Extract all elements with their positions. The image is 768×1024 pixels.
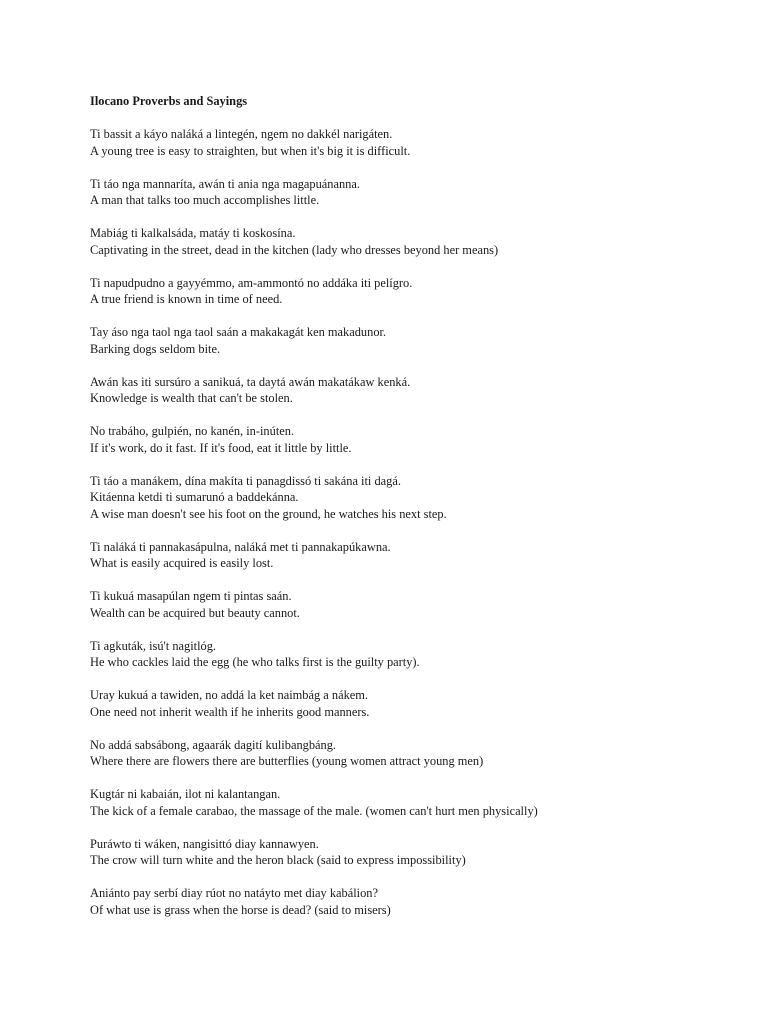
proverb-entry [90,638,730,671]
proverb-ilocano-line: Aniánto pay serbí diay rúot no natáyto met diay kabálion? [90,886,379,900]
proverb-entry [90,374,730,407]
proverb-ilocano-line: Ti táo a manákem, dína makíta ti panagdissó ti sakána iti dagá. [90,473,401,488]
proverb-entry [90,885,730,918]
proverb-ilocano-line: Kugtár ni kabaián, ilot ni kalantangan. [90,787,281,801]
proverb-entry [90,176,730,209]
proverb-ilocano-line: Ti napudpudno a gayyémmo, am-ammontó no addáka iti pelígro. [90,275,413,290]
proverb-entry [90,737,730,770]
proverb-translation: Knowledge is wealth that can't be stolen. [90,391,293,405]
proverb-entry [90,687,730,720]
proverb-ilocano-line: Mabiág ti kalkalsáda, matáy ti koskosína. [90,226,296,240]
proverb-entry [90,126,730,159]
proverb-translation: A man that talks too much accomplishes little. [90,193,320,207]
proverb-entry [90,539,730,572]
proverb-translation: Of what use is grass when the horse is dead? (said to misers) [90,902,391,917]
proverb-entry [90,423,730,456]
proverb-translation: One need not inherit wealth if he inherits good manners. [90,704,370,719]
proverb-ilocano-line: Ti agkuták, isú't nagitlóg. [90,638,217,653]
proverb-entry [90,275,730,308]
proverb-entry [90,786,730,819]
proverb-ilocano-line: No addá sabsábong, agaarák dagití kulibangbáng. [90,737,337,752]
proverb-translation: The crow will turn white and the heron black (said to express impossibility) [90,853,466,867]
proverb-translation: A true friend is known in time of need. [90,292,283,306]
proverb-ilocano-line: Ti táo nga mannaríta, awán ti ania nga magapuánanna. [90,176,360,191]
proverb-ilocano-line: Ti naláká ti pannakasápulna, naláká met ti pannakapúkawna. [90,539,391,554]
proverb-translation: A young tree is easy to straighten, but when it's big it is difficult. [90,143,411,158]
proverb-ilocano-line: No trabáho, gulpién, no kanén, in-inúten. [90,424,295,438]
proverb-translation: Captivating in the street, dead in the kitchen (lady who dresses beyond her means) [90,242,499,257]
proverb-ilocano-line: Ti kukuá masapúlan ngem ti pintas saán. [90,589,292,603]
proverb-entry [90,225,730,258]
proverb-ilocano-line: Uray kukuá a tawiden, no addá la ket naimbág a nákem. [90,688,368,702]
proverb-ilocano-line: Kitáenna ketdi ti sumarunó a baddekánna. [90,490,299,504]
proverb-ilocano-line: Tay áso nga taol nga taol saán a makakagát ken makadunor. [90,325,387,339]
proverb-entry [90,324,730,357]
proverb-translation: Barking dogs seldom bite. [90,341,221,356]
proverb-entry [90,836,730,869]
proverb-translation: He who cackles laid the egg (he who talks first is the guilty party). [90,655,420,669]
proverb-translation: The kick of a female carabao, the massage of the male. (women can't hurt men physically) [90,803,538,818]
proverb-ilocano-line: Awán kas iti sursúro a sanikuá, ta daytá awán makatákaw kenká. [90,374,411,389]
proverb-translation: If it's work, do it fast. If it's food, eat it little by little. [90,440,352,455]
proverb-translation: What is easily acquired is easily lost. [90,556,274,570]
proverb-ilocano-line: Puráwto ti wáken, nangisittó diay kannawyen. [90,836,319,851]
proverb-translation: Wealth can be acquired but beauty cannot. [90,605,300,620]
document-title: Ilocano Proverbs and Sayings [90,94,248,108]
proverb-list [90,126,730,918]
proverb-ilocano-line: Ti bassit a káyo naláká a lintegén, ngem no dakkél narigáten. [90,127,393,141]
document-body [90,93,730,935]
proverb-entry [90,588,730,621]
proverb-translation: A wise man doesn't see his foot on the ground, he watches his next step. [90,506,447,521]
proverb-translation: Where there are flowers there are butterflies (young women attract young men) [90,754,484,768]
proverb-entry [90,473,730,523]
